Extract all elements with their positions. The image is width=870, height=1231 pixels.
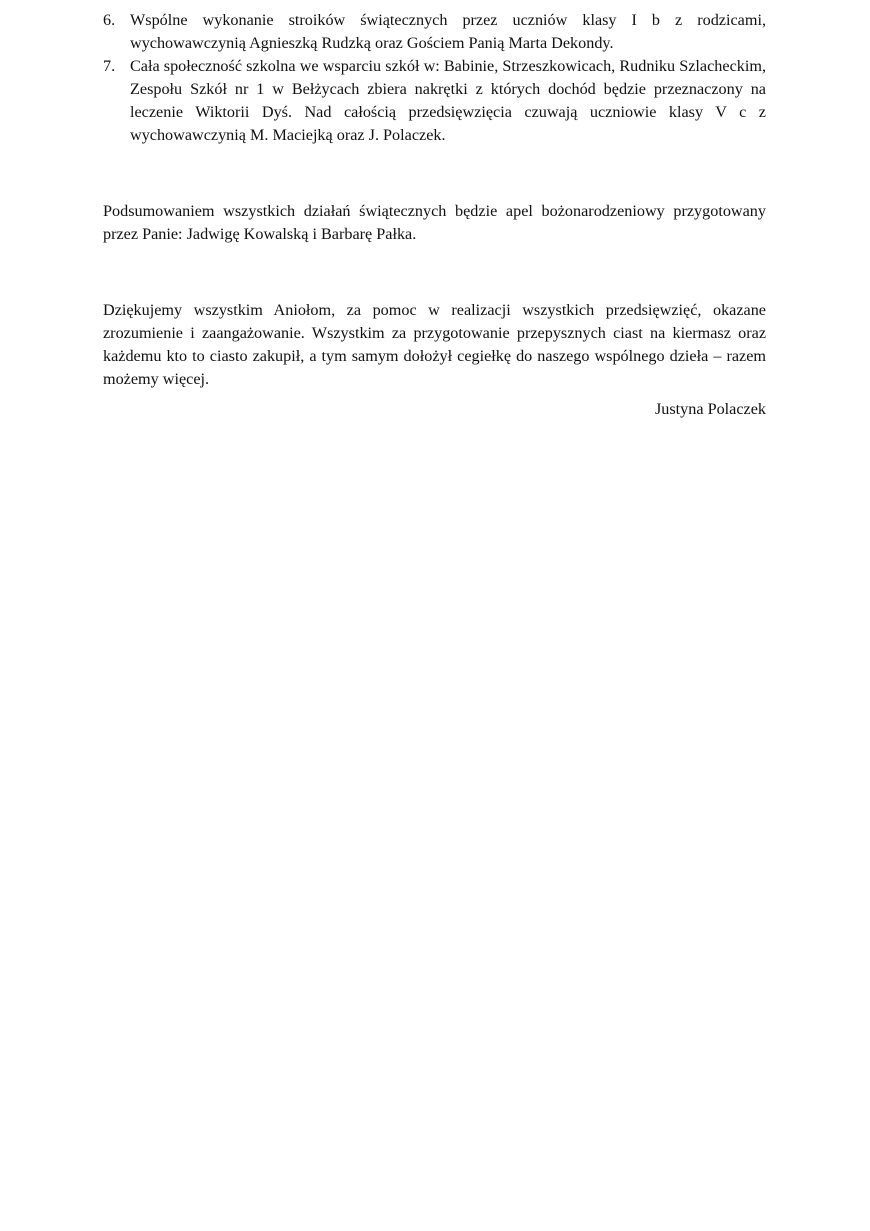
list-item (103, 55, 766, 147)
activity-list (103, 9, 766, 147)
signature: Justyna Polaczek (654, 400, 766, 418)
list-item-text: Wspólne wykonanie stroików świątecznych przez uczniów klasy I b z rodzicami, wychowawczynią Agnieszką Rudzką oraz Gościem Panią Marta Dekondy. (130, 11, 766, 52)
summary-paragraph: Podsumowaniem wszystkich działań świątecznych będzie apel bożonarodzeniowy przygotowany przez Panie: Jadwigę Kowalską i Barbarę Pałka. (103, 202, 766, 243)
list-item-text: Cała społeczność szkolna we wsparciu szkół w: Babinie, Strzeszkowicach, Rudniku Szlacheckim, Zespołu Szkół nr 1 w Bełżycach zbiera nakrętki z których dochód będzie przeznaczony na leczenie Wiktorii Dyś. Nad całością przedsięwzięcia czuwają uczniowie klasy V c z wychowawczynią M. Maciejką oraz J. Polaczek. (130, 57, 766, 144)
list-item (103, 9, 766, 55)
list-item-number: 6. (103, 11, 116, 29)
list-item-number: 7. (103, 57, 116, 75)
document-page (103, 9, 766, 421)
thanks-paragraph: Dziękujemy wszystkim Aniołom, za pomoc w realizacji wszystkich przedsięwzięć, okazane zrozumienie i zaangażowanie. Wszystkim za przygotowanie przepysznych ciast na kiermasz oraz każdemu kto to ciasto zakupił, a tym samym dołożył cegiełkę do naszego wspólnego dzieła – razem możemy więcej. (103, 301, 766, 388)
